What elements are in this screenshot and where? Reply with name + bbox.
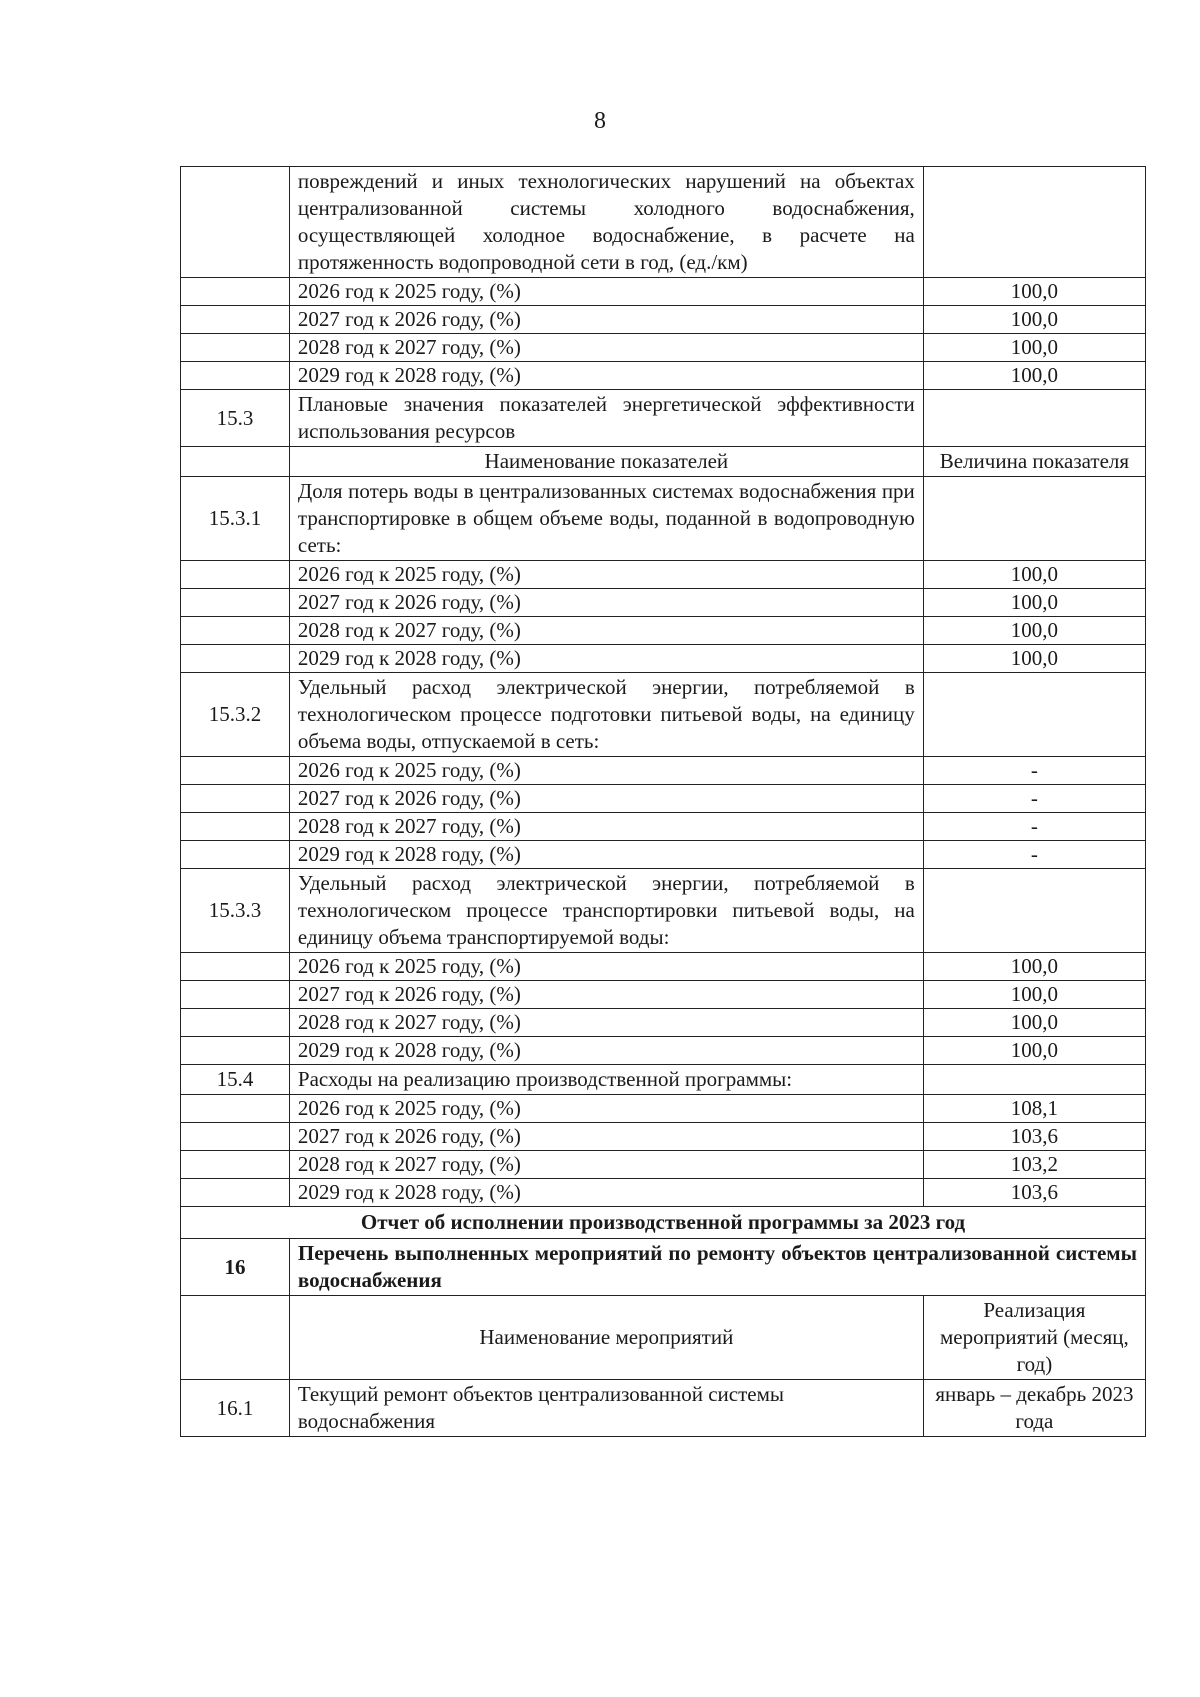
year-value: 100,0: [923, 1009, 1145, 1037]
section-name: Перечень выполненных мероприятий по ремонту объектов централизованной системы водоснабжения: [289, 1239, 1145, 1296]
year-value: 103,6: [923, 1123, 1145, 1151]
year-label: 2027 год к 2026 году, (%): [289, 981, 923, 1009]
indicator-name: Удельный расход электрической энергии, потребляемой в технологическом процессе транспортировки питьевой воды, на единицу объема транспортируемой воды:: [289, 869, 923, 953]
table-row: [181, 278, 1146, 306]
table-row: [181, 362, 1146, 390]
table-row: [181, 477, 1146, 561]
year-label: 2028 год к 2027 году, (%): [289, 334, 923, 362]
measure-period: январь – декабрь 2023 года: [923, 1380, 1145, 1437]
table-row: [181, 645, 1146, 673]
table-row: [181, 673, 1146, 757]
year-label: 2027 год к 2026 году, (%): [289, 589, 923, 617]
year-label: 2026 год к 2025 году, (%): [289, 1095, 923, 1123]
table-row: [181, 167, 1146, 278]
indicator-value: [923, 167, 1145, 278]
year-value: 103,6: [923, 1179, 1145, 1207]
year-label: 2029 год к 2028 году, (%): [289, 362, 923, 390]
table-row: [181, 1179, 1146, 1207]
year-value: 100,0: [923, 645, 1145, 673]
table-row: [181, 1095, 1146, 1123]
table-row: [181, 1239, 1146, 1296]
table-row: [181, 1123, 1146, 1151]
year-label: 2028 год к 2027 году, (%): [289, 1151, 923, 1179]
year-label: 2027 год к 2026 году, (%): [289, 306, 923, 334]
year-value: 103,2: [923, 1151, 1145, 1179]
table-row: [181, 813, 1146, 841]
year-label: 2029 год к 2028 году, (%): [289, 841, 923, 869]
year-value: 100,0: [923, 561, 1145, 589]
year-value: 100,0: [923, 589, 1145, 617]
year-label: 2028 год к 2027 году, (%): [289, 1009, 923, 1037]
table-row: [181, 306, 1146, 334]
table-row: [181, 1151, 1146, 1179]
indicator-name: Расходы на реализацию производственной программы:: [289, 1065, 923, 1095]
row-number: 15.3.3: [181, 869, 290, 953]
table-row: [181, 1380, 1146, 1437]
table-row: [181, 589, 1146, 617]
year-label: 2029 год к 2028 году, (%): [289, 1037, 923, 1065]
row-number: 15.3.2: [181, 673, 290, 757]
table-row: [181, 981, 1146, 1009]
table-row: [181, 1037, 1146, 1065]
row-number: 16: [181, 1239, 290, 1296]
year-label: 2026 год к 2025 году, (%): [289, 278, 923, 306]
year-label: 2026 год к 2025 году, (%): [289, 561, 923, 589]
year-value: -: [923, 813, 1145, 841]
year-label: 2026 год к 2025 году, (%): [289, 757, 923, 785]
indicator-name: Удельный расход электрической энергии, потребляемой в технологическом процессе подготовки питьевой воды, на единицу объема воды, отпускаемой в сеть:: [289, 673, 923, 757]
year-value: 100,0: [923, 278, 1145, 306]
table-row: [181, 390, 1146, 447]
table-row: [181, 869, 1146, 953]
year-label: 2029 год к 2028 году, (%): [289, 645, 923, 673]
row-number: [181, 167, 290, 278]
year-value: -: [923, 841, 1145, 869]
table-row: [181, 757, 1146, 785]
table-header-row: [181, 447, 1146, 477]
section-title-row: [181, 1207, 1146, 1239]
indicator-name: повреждений и иных технологических нарушений на объектах централизованной системы холодного водоснабжения, осуществляющей холодное водоснабжение, в расчете на протяженность водопроводной сети в год, (ед./км): [289, 167, 923, 278]
row-number: 15.3.1: [181, 477, 290, 561]
indicator-name: Плановые значения показателей энергетической эффективности использования ресурсов: [289, 390, 923, 447]
page-number: 8: [594, 108, 606, 134]
year-value: 100,0: [923, 617, 1145, 645]
row-number: 15.3: [181, 390, 290, 447]
column-header-value: Реализация мероприятий (месяц, год): [923, 1296, 1145, 1380]
table-row: [181, 1009, 1146, 1037]
table-row: [181, 785, 1146, 813]
report-title: Отчет об исполнении производственной программы за 2023 год: [181, 1207, 1146, 1239]
year-value: 100,0: [923, 362, 1145, 390]
row-number: 15.4: [181, 1065, 290, 1095]
column-header-value: Величина показателя: [923, 447, 1145, 477]
table-row: [181, 953, 1146, 981]
indicators-table: [180, 166, 1146, 1437]
year-label: 2028 год к 2027 году, (%): [289, 617, 923, 645]
year-value: 100,0: [923, 981, 1145, 1009]
year-label: 2027 год к 2026 году, (%): [289, 1123, 923, 1151]
year-value: 100,0: [923, 334, 1145, 362]
table-header-row: [181, 1296, 1146, 1380]
table-row: [181, 334, 1146, 362]
year-value: -: [923, 757, 1145, 785]
table-row: [181, 1065, 1146, 1095]
year-value: 100,0: [923, 1037, 1145, 1065]
column-header-name: Наименование показателей: [289, 447, 923, 477]
table-row: [181, 617, 1146, 645]
table-row: [181, 561, 1146, 589]
year-label: 2029 год к 2028 году, (%): [289, 1179, 923, 1207]
year-label: 2028 год к 2027 году, (%): [289, 813, 923, 841]
year-value: 100,0: [923, 953, 1145, 981]
row-number: 16.1: [181, 1380, 290, 1437]
column-header-name: Наименование мероприятий: [289, 1296, 923, 1380]
year-label: 2026 год к 2025 году, (%): [289, 953, 923, 981]
measure-name: Текущий ремонт объектов централизованной системы водоснабжения: [289, 1380, 923, 1437]
year-label: 2027 год к 2026 году, (%): [289, 785, 923, 813]
table-row: [181, 841, 1146, 869]
year-value: 108,1: [923, 1095, 1145, 1123]
year-value: -: [923, 785, 1145, 813]
indicator-name: Доля потерь воды в централизованных системах водоснабжения при транспортировке в общем объеме воды, поданной в водопроводную сеть:: [289, 477, 923, 561]
year-value: 100,0: [923, 306, 1145, 334]
